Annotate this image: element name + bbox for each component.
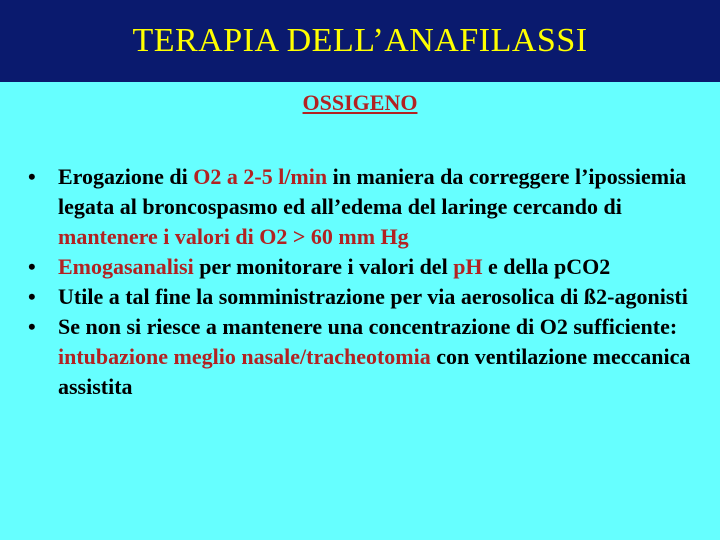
bullet-item [28,282,700,312]
bullet-text-segment: Se non si riesce a mantenere una concentrazione di O2 sufficiente: [58,314,678,339]
bullet-text-segment: pH [453,254,483,279]
bullet-text-segment: Emogasanalisi [58,254,194,279]
bullet-list [28,162,700,402]
bullet-item [28,252,700,282]
bullet-dot-icon: • [28,164,36,189]
bullet-text-segment: O2 a 2-5 l/min [193,164,328,189]
bullet-text-segment: Utile a tal fine la somministrazione per via aerosolica di ß2-agonisti [58,284,688,309]
bullet-item [28,162,700,252]
slide-title: TERAPIA DELL’ANAFILASSI [132,22,588,59]
title-bar [0,0,720,82]
bullet-text-segment: in maniera da correggere l’ipossiemia legata al broncospasmo ed all’edema del laringe cercando di [58,164,687,219]
bullet-dot-icon: • [28,254,36,279]
bullet-text-segment: mantenere i valori di O2 > 60 mm Hg [58,224,409,249]
bullet-dot-icon: • [28,314,36,339]
bullet-text-segment: intubazione meglio nasale/tracheotomia [58,344,431,369]
bullet-text-segment: con ventilazione meccanica assistita [58,344,691,399]
bullet-text-segment: Erogazione di [58,164,194,189]
bullet-text-segment: e della pCO2 [482,254,611,279]
bullet-text-segment: per monitorare i valori del [193,254,454,279]
bullet-dot-icon: • [28,284,36,309]
slide-subtitle-container [0,90,720,116]
slide-subtitle: OSSIGENO [302,90,418,115]
bullet-item [28,312,700,402]
